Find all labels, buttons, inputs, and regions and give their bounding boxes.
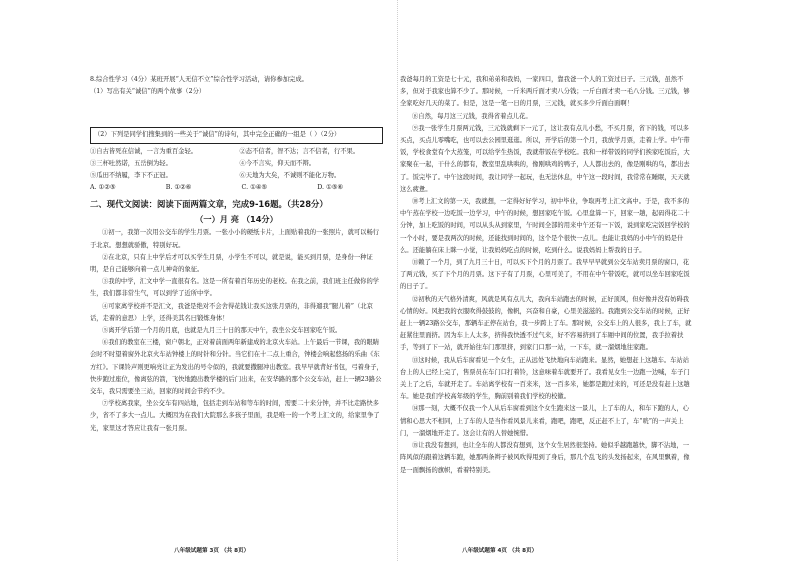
poem-option: ②态不信者，智不达；言不信者，行不果。 <box>239 147 360 155</box>
paragraph: ①初一，我第一次用公交车的学生月票。一张小小的硬纸卡片，上面贴着我的一张照片，就可以畅行于北京。想想就骄傲，特别好玩。 <box>90 229 380 249</box>
paragraph: ⑫初秋的天气格外清爽，风就是风有点儿大，我向车站跑去的时候，正好顶风，但好像并没有妨碍我心情的好。风把我的衣服吹得鼓鼓的，像帆，兴奋和自豪，心里美滋滋的。我跑到公交车站的时候，正好赶上一辆23路公交车，那辆车正停在站台，我一步跨上了车。那时候，公交车上的人很多，我上了车，就赶紧往里面挤。因为车上人太多，挤得我快透不过气来，好不容易挤到了车厢中间的位置，我手拉着扶手，等到了下一站，就开始往车门那里挤，到家门口那一站，一下车，就一溜烟地往家跑。 <box>400 295 692 352</box>
poem-option: ③三杯吐然诺，五岳倒为轻。 <box>90 159 172 167</box>
article-title: （一）月 亮 （14分） <box>195 214 278 225</box>
poem-option: ⑤瓜田不纳履，李下不正冠。 <box>90 172 172 180</box>
section-title: 二、现代文阅读：阅读下面两篇文章，完成9-16题。（共28分） <box>90 199 328 210</box>
choice-a: A. ①②⑤ <box>90 184 116 192</box>
paragraph: ⑧自然，每月这三元钱，我得省着点儿花。 <box>412 112 532 120</box>
paragraph: ⑦学校离我家，坐公交车有四站地，包括走到车站和等车的时间，需要二十来分钟，并不比走路快多少，省不了多大一点儿。大概因为在我们大院那么多孩子里面，我是唯一的一个考上汇文的，给家里争了光，家里这才答应让我有一张月票。 <box>90 400 380 432</box>
paragraph: ⑮让我没有想到，也让全车的人都没有想到，这个女生居然很坚持。她似乎越跑越快，脚不沾地，一阵风似的跟着这辆车跑，她那两条辫子被风吹得甩到了身后，那几个乱飞的头发扬起来，在风里飘着，像是一面飘扬的旗帜，看着特别美。 <box>400 442 690 474</box>
paragraph: 我爸每月的工资是七十元，我和弟弟和我妈，一家四口，靠我爸一个人的工资过日子。三元钱，虽然不多，但对于我家也算不少了。那时候，一斤米两斤面才卖八分钱；一斤白面才卖一毛八分钱。三元钱，够全家吃好几天的菜了。但是，这是一笔一日的月票，三元钱，就买多少斤面白面啊！ <box>400 76 690 108</box>
poem-option: ①自古皆死在信诚，一言为重百金轻。 <box>90 147 198 155</box>
poem-option: ④今不言实，仰天而不辩。 <box>239 159 316 167</box>
paragraph: ③我的中学，汇文中学一直很有名。这是一所有着百年历史的老校。在我之前，我们班主任做你的学生，我们都非常生气，可以到学了近所中学。 <box>90 278 380 298</box>
right-page <box>397 0 794 561</box>
answer-space <box>90 98 383 122</box>
paragraph: ②在北京，只有上中学后才可以买学生月票，小学生不可以，就是说，能买到月票，是身份一种证明，是自己能够向着一点儿神奇的象征。 <box>90 253 373 274</box>
poem-option: ⑥天地为大矣，不诚则不能化万物。 <box>239 172 341 180</box>
q8-sub2: （2）下列是同学们搜集到的一些关于“诚信”的诗句，其中完全正确的一组是（ ）（2分） <box>90 127 383 143</box>
choice-c: C. ①④⑤ <box>241 184 268 192</box>
page-footer-right: 八年级试题第 4页 （共 8页） <box>462 548 538 554</box>
poem-options <box>90 146 383 183</box>
paragraph: ⑥我们的教室在三楼，窗户朝北，正对着前面两年新建成的北京火车站。上午最后一节课，我的眼睛会时不时望着窗外北京火车站钟楼上的时针和分针。当它们在十二点上重合，钟楼会响起悠扬的乐曲《东方红》。下课铃声则更响亮让正为发出的号令似的，我就要撒腿冲出教室。我早早就背好书包，弓着身子，快步跑过座位，像离弦的箭，飞快地跑出教学楼的后门出来，在安华路的那个公交车站，赶上一辆23路公交车，我只需要坐三站，回家的时间会节约不少。 <box>90 339 383 396</box>
paragraph: ⑨我一张学生月票两元钱，三元钱就剩下一元了，这让我有点儿小愁，不买月票，省下的钱，可以多买点，买点儿零嘴吃，也可以去公园里逛逛。所以，开学后的第一个月，我放学月票，走着上学。中午带饭，学校食堂有个大蒸笼，可以给学生热饭，我就带饭在学校吃。我和一样带饭的同学们挨家吃饭后，大家聚在一起，干什么的都有，教室里乱哄哄的，像刚哄鸡的鸭子，人人都出去的，像是刚哄的鸟，都出去了。饭完毕了。中午这段时间，我让同学一起玩，也无法休息，中午这一段时间，我常常在睡眠，天天就这么疲惫。 <box>400 124 690 193</box>
choice-b: B. ①②⑥ <box>165 184 192 192</box>
q8-sub1: （1）写出有关“诚信”的两个故事（2分） <box>90 88 206 96</box>
paragraph: ⑪赖了一个月，到了九月三十日，可以买下个月的月票了。我早早早就到公交车站卖月票的窗口，花了两元钱，买了下个月的月票。这下子有了月票，心里可美了，不用在中午带饭吃，就可以坐车回家吃饭的日子了。 <box>400 259 690 291</box>
choice-d: D. ①⑤⑥ <box>317 184 343 192</box>
page-footer-left: 八年级试题第 3页 （共 8页） <box>174 548 250 554</box>
paragraph: ⑩考上汇文的第一天，我就想，一定得好好学习，初中毕业，争取再考上汇文高中。于是，我不多的中午蒸在学校一边吃饭一边学习，中午的时候，想回家吃午饭。心里盘算一下，回家一趟，起码得花二十分钟，加上吃饭的时间，可以从头从到家里，午时间全部的用来中午还有一下饭，说到家吃完饭回学校的一个小时，要是我两次的时候，还能找到时间的，这个是个很快一点儿。也能让我妈的小中午的妈是什么。还能躺在床上眯一小觉，让我妈妈吃点的时候，吃到什么。说我妈妈上帮我的日子。 <box>400 198 690 254</box>
paragraph: ⑬这时候，我从后车窗看见一个女生，正从远处飞快地向车站跑来。显然，她想赶上这趟车。车站站台上的人已经上完了，售票员在车门口打着铃，这意味着车就要开了。我看见女生一边跑一边喊，车子门关上了之后，车就开走了。车站离学校有一百来米，这一百多米，她都是跑过来的，可还是没有赶上这趟车。她是我们学校高年级的学生，胸前别着我们学校的校徽。 <box>400 356 690 401</box>
paragraph: ④可家离学校并不是汇文，我爸是绝对不会舍得花钱让我买这张月票的，非得遛我“腿儿着”（北京话，走着的意思）上学，还得美其名曰锻炼身体！ <box>90 302 373 322</box>
paragraph: ⑤离开学后第一个月的月底，也就是九月三十日的那天中午，我坐公交车回家吃午饭。 <box>102 327 342 335</box>
paragraph: ⑭那一刻，大概不仅我一个人从后车窗看到这个女生跑来这一景儿，上了车的人，和车下跑的人，心情和心思大不相同，上了车的人是当作看风景儿来看，跑吧，跑吧，反正赶不上了，车“咣”的一声关上门，一溜烟地开走了。这会让有的人替她惋惜。 <box>400 405 690 437</box>
q8-intro: 8.综合性学习（4分）某班开展“人无信不立”综合性学习活动，请你参加完成。 <box>90 76 308 83</box>
answer-choices <box>90 182 383 194</box>
